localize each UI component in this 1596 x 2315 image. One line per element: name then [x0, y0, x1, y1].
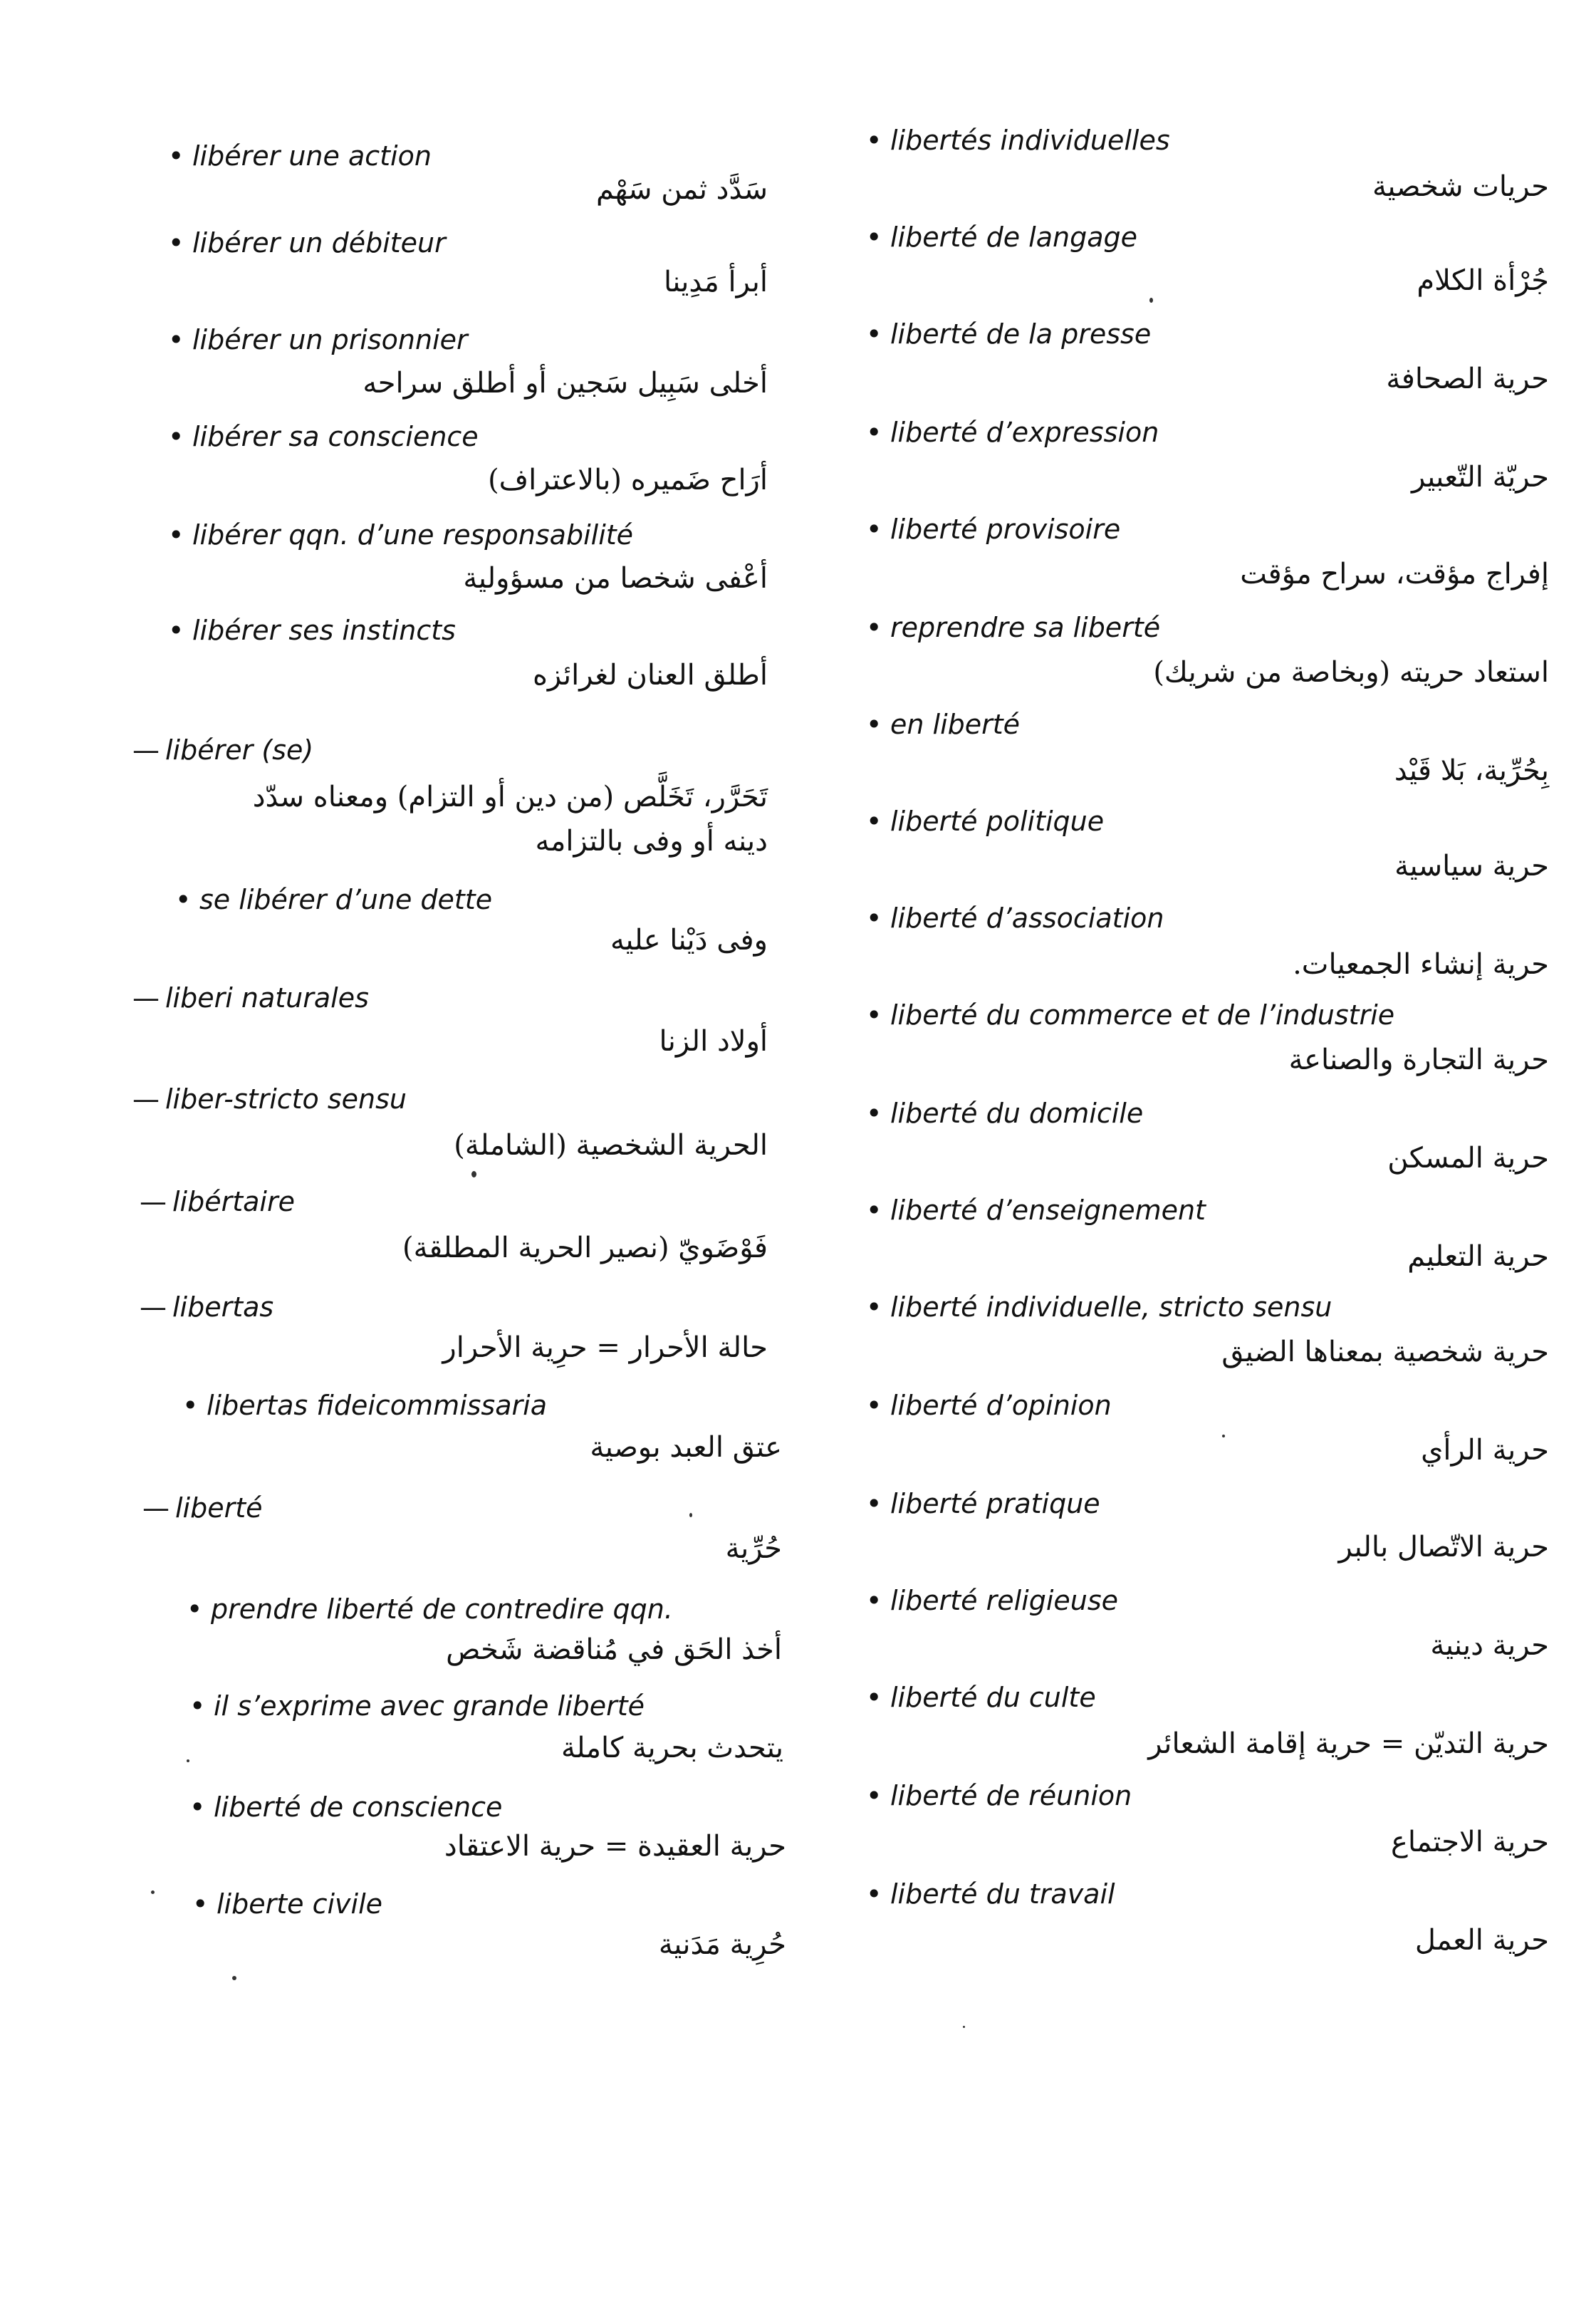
entry-term-text: liberté d’expression	[890, 417, 1159, 448]
entry-translation: أولاد الزنا	[659, 1025, 768, 1058]
entry-term	[866, 999, 1394, 1031]
entry-marker: •	[168, 519, 184, 551]
entry-marker: •	[866, 318, 882, 350]
scan-speck	[1222, 1435, 1225, 1437]
entry-marker: •	[189, 1690, 206, 1722]
entry-marker: —	[132, 1083, 160, 1115]
entry-term-text: liberté individuelle, stricto sensu	[890, 1291, 1332, 1323]
entry-term	[866, 318, 1151, 350]
entry-translation: حرية شخصية بمعناها الضيق	[1221, 1336, 1549, 1368]
entry-term-text: liberi naturales	[165, 982, 369, 1014]
entry-translation: يتحدث بحرية كاملة	[560, 1732, 783, 1764]
entry-translation: حرية إنشاء الجمعيات.	[1293, 948, 1549, 981]
entry-translation: أرَاح ضَميره (بالاعتراف)	[488, 464, 768, 496]
entry-translation: أبرأ مَدِينا	[664, 266, 768, 298]
entry-translation: حريّة التّعبير	[1412, 461, 1549, 494]
entry-term	[866, 1291, 1332, 1323]
entry-translation: وفى دَيْنا عليه	[610, 924, 768, 957]
entry-marker: •	[168, 421, 184, 452]
entry-term-text: liberté de langage	[890, 222, 1138, 253]
entry-marker: •	[866, 125, 882, 156]
entry-translation: عتق العبد بوصية	[590, 1431, 782, 1464]
entry-term	[192, 1888, 382, 1920]
entry-term-text: libertas fideicommissaria	[207, 1390, 547, 1421]
entry-translation: سَدَّد ثمن سَهْم	[595, 173, 768, 206]
entry-marker: •	[866, 999, 882, 1031]
entry-marker: •	[866, 1780, 882, 1811]
entry-term	[168, 420, 479, 453]
entry-marker: •	[866, 417, 882, 448]
entry-term	[866, 1487, 1100, 1520]
entry-term-text: liberté	[175, 1492, 263, 1524]
entry-marker: •	[866, 612, 882, 643]
entry-term	[866, 1097, 1143, 1130]
entry-term-text: il s’exprime avec grande liberté	[214, 1690, 645, 1722]
entry-translation: أعْفى شخصا من مسؤولية	[463, 562, 768, 595]
entry-term-text: en liberté	[890, 709, 1021, 740]
entry-translation: جُرْأة الكلام	[1417, 264, 1549, 297]
entry-marker: •	[168, 227, 184, 259]
entry-term	[168, 140, 432, 172]
entry-marker: •	[192, 1888, 209, 1920]
entry-term-text: liberté religieuse	[890, 1585, 1119, 1616]
entry-translation: حريات شخصية	[1372, 170, 1549, 203]
entry-term	[168, 614, 456, 647]
entry-marker: •	[866, 1488, 882, 1519]
entry-term-text: liber-stricto sensu	[165, 1083, 407, 1115]
entry-term	[142, 1492, 263, 1524]
entry-marker: •	[866, 806, 882, 837]
entry-translation: حرية الرأي	[1421, 1434, 1549, 1467]
entry-term	[168, 323, 468, 356]
entry-marker: •	[187, 1593, 203, 1625]
entry-term-text: libertés individuelles	[890, 125, 1170, 156]
entry-term-text: liberté de réunion	[890, 1780, 1132, 1811]
entry-translation: بِحُرِّية، بَلا قَيْد	[1394, 754, 1549, 787]
entry-term	[866, 124, 1170, 157]
entry-term	[866, 1878, 1115, 1910]
entry-marker: —	[132, 982, 160, 1014]
entry-translation: حرية الاتّصال بالبر	[1338, 1531, 1549, 1564]
scan-speck	[232, 1976, 236, 1980]
entry-marker: •	[866, 1098, 882, 1129]
entry-term-text: liberté de la presse	[890, 318, 1152, 350]
entry-term-text: prendre liberté de contredire qqn.	[211, 1593, 673, 1625]
entry-term-text: liberté d’association	[890, 902, 1164, 934]
entry-term-text: libérer un débiteur	[192, 227, 446, 259]
entry-term	[189, 1690, 645, 1722]
entry-term-text: reprendre sa liberté	[890, 612, 1161, 643]
entry-term-text: libérer sa conscience	[192, 421, 479, 452]
scan-speck	[151, 1890, 155, 1894]
entry-term-text: liberté du domicile	[890, 1098, 1144, 1129]
entry-term	[866, 805, 1104, 838]
entry-term-text: liberté provisoire	[890, 514, 1121, 545]
entry-marker: •	[175, 884, 192, 915]
entry-term-text: liberté d’enseignement	[890, 1195, 1206, 1226]
entry-marker: •	[866, 1585, 882, 1616]
entry-term	[140, 1185, 295, 1218]
entry-marker: •	[168, 615, 184, 646]
entry-marker: •	[866, 1878, 882, 1910]
entry-term	[187, 1593, 673, 1625]
entry-term	[866, 1389, 1112, 1422]
entry-term-text: liberté du culte	[890, 1682, 1096, 1713]
entry-term-text: libérer (se)	[165, 734, 314, 766]
entry-marker: •	[866, 222, 882, 253]
entry-term-text: libertas	[172, 1291, 274, 1323]
entry-marker: •	[182, 1390, 199, 1421]
entry-term	[140, 1291, 273, 1323]
entry-term	[182, 1389, 547, 1422]
entry-marker: •	[866, 514, 882, 545]
entry-term-text: liberte civile	[217, 1888, 383, 1920]
entry-translation: أخلى سَبِيل سَجين أو أطلق سراحه	[363, 367, 768, 400]
entry-term	[168, 227, 446, 259]
entry-translation: حرية الاجتماع	[1391, 1826, 1549, 1858]
entry-term	[866, 416, 1159, 449]
entry-translation: الحرية الشخصية (الشاملة)	[454, 1129, 768, 1162]
entry-marker: •	[168, 140, 184, 172]
entry-term	[132, 734, 313, 766]
entry-term-text: liberté du commerce et de l’industrie	[890, 999, 1395, 1031]
entry-term	[168, 519, 633, 551]
entry-translation: حرية التعليم	[1407, 1240, 1549, 1273]
entry-translation: حرية العمل	[1414, 1924, 1549, 1957]
entry-marker: •	[866, 1195, 882, 1226]
scan-speck	[187, 1759, 189, 1762]
entry-term-text: libérer ses instincts	[192, 615, 456, 646]
entry-translation: حرية سياسية	[1394, 850, 1549, 883]
entry-translation: أخذ الحَق في مُناقضة شَخص	[446, 1633, 782, 1666]
entry-marker: •	[189, 1791, 206, 1823]
entry-translation: حُرِية مَدَنية	[658, 1928, 786, 1961]
entry-translation: تَحَرَّر، تَخَلَّص (من دين أو التزام) ومعناه سدّد دينه أو وفى بالتزامه	[252, 781, 768, 858]
scan-speck	[1149, 298, 1153, 303]
entry-marker: •	[866, 1682, 882, 1713]
entry-term	[866, 708, 1020, 741]
entry-term-text: libértaire	[172, 1186, 295, 1217]
entry-term	[866, 1194, 1206, 1227]
entry-marker: •	[866, 1291, 882, 1323]
entry-translation: حرية الصحافة	[1386, 363, 1549, 395]
entry-marker: •	[866, 1390, 882, 1421]
entry-marker: •	[168, 324, 184, 355]
entry-term-text: liberté d’opinion	[890, 1390, 1112, 1421]
entry-translation: حرية المسكن	[1387, 1142, 1549, 1175]
entry-translation: أطلق العنان لغرائزه	[532, 659, 768, 692]
entry-term	[189, 1791, 502, 1824]
entry-translation: استعاد حريته (وبخاصة من شريك)	[1153, 656, 1549, 689]
entry-term	[866, 611, 1160, 644]
entry-marker: •	[866, 902, 882, 934]
entry-term	[866, 1681, 1096, 1714]
scan-speck	[963, 2026, 965, 2028]
entry-marker: •	[866, 709, 882, 740]
entry-term-text: se libérer d’une dette	[199, 884, 493, 915]
entry-translation: حُرِّية	[725, 1532, 782, 1565]
entry-term-text: liberté de conscience	[214, 1791, 503, 1823]
entry-term-text: liberté pratique	[890, 1488, 1100, 1519]
entry-term	[866, 1779, 1132, 1812]
scan-speck	[689, 1513, 692, 1517]
entry-translation: حرية التديّن = حرية إقامة الشعائر	[1148, 1727, 1549, 1760]
entry-translation: حالة الأحرار = حرِية الأحرار	[442, 1331, 768, 1364]
entry-marker: —	[142, 1492, 169, 1524]
entry-marker: —	[140, 1186, 167, 1217]
entry-term-text: libérer qqn. d’une responsabilité	[192, 519, 634, 551]
entry-term	[866, 902, 1164, 935]
entry-term-text: libérer un prisonnier	[192, 324, 468, 355]
entry-term	[132, 1083, 407, 1115]
entry-marker: —	[132, 734, 160, 766]
entry-term-text: liberté du travail	[890, 1878, 1115, 1910]
entry-translation: حرية التجارة والصناعة	[1288, 1044, 1549, 1076]
entry-term-text: libérer une action	[192, 140, 432, 172]
entry-translation: حرية دينية	[1430, 1629, 1549, 1662]
entry-term	[175, 883, 492, 916]
entry-marker: —	[140, 1291, 167, 1323]
entry-term	[132, 982, 369, 1014]
entry-term	[866, 221, 1137, 254]
entry-term	[866, 1584, 1118, 1617]
entry-term	[866, 513, 1120, 546]
scan-speck	[471, 1171, 476, 1177]
entry-translation: حرية العقيدة = حرية الاعتقاد	[444, 1830, 786, 1863]
entry-translation: فَوْضَويّ (نصير الحرية المطلقة)	[402, 1232, 768, 1264]
entry-term-text: liberté politique	[890, 806, 1105, 837]
entry-translation: إفراج مؤقت، سراح مؤقت	[1240, 558, 1549, 591]
